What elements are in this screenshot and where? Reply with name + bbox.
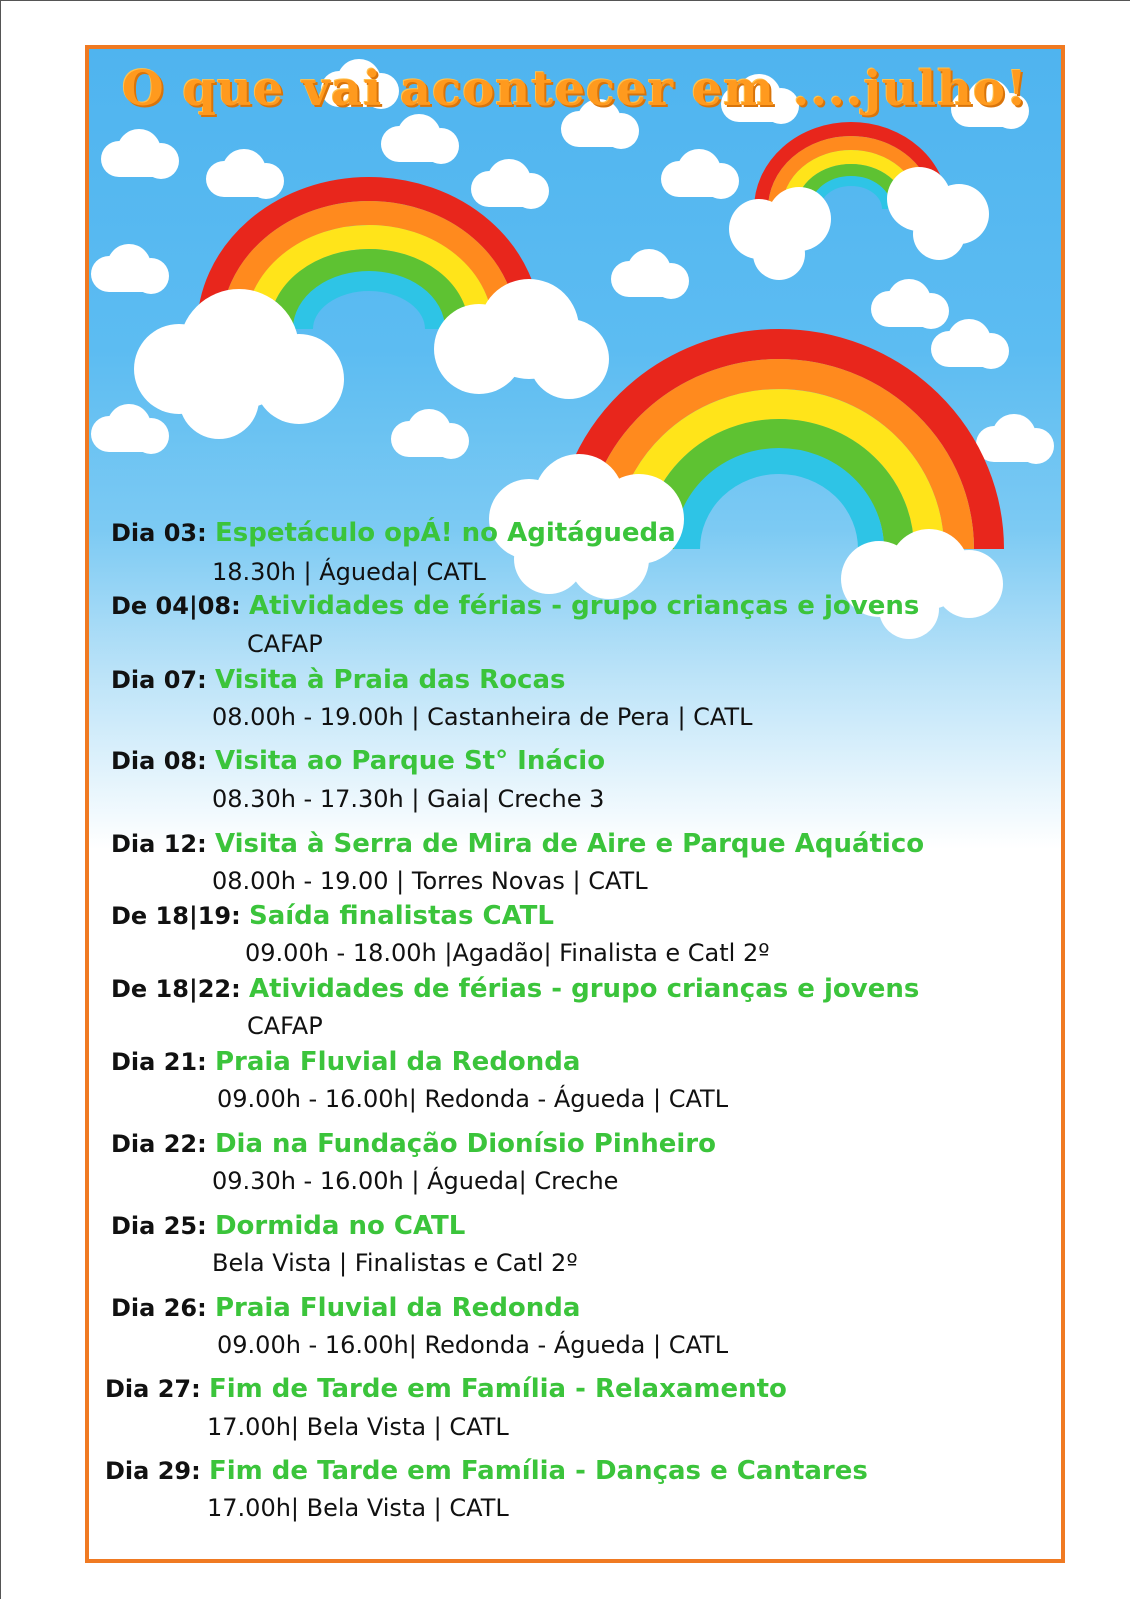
event-details: 08.00h - 19.00h | Castanheira de Pera | CATL [212,703,753,731]
event-date: Dia 21: [111,1048,207,1076]
event-details: 08.00h - 19.00 | Torres Novas | CATL [212,867,648,895]
event-title [111,664,566,696]
event-date: Dia 12: [111,830,207,858]
event-name: Praia Fluvial da Redonda [214,1047,581,1077]
event-name: Fim de Tarde em Família - Danças e Cantares [208,1456,868,1486]
event-name: Atividades de férias - grupo crianças e jovens [248,974,920,1004]
event-title [111,517,676,549]
event-title [111,1128,716,1160]
event-date: De 04|08: [111,592,241,620]
event-date: De 18|22: [111,975,241,1003]
event-details: CAFAP [247,1012,323,1040]
events-list [89,49,1061,1559]
event-date: Dia 07: [111,666,207,694]
event-title [105,1455,868,1487]
event-details: 17.00h| Bela Vista | CATL [207,1413,509,1441]
event-details: 08.30h - 17.30h | Gaia| Creche 3 [212,785,605,813]
event-title [111,1292,580,1324]
event-details: 09.00h - 16.00h| Redonda - Águeda | CATL [217,1331,729,1359]
event-name: Dia na Fundação Dionísio Pinheiro [214,1129,716,1159]
event-name: Visita à Serra de Mira de Aire e Parque Aquático [214,829,925,859]
event-details: Bela Vista | Finalistas e Catl 2º [212,1249,578,1277]
event-details: 09.00h - 18.00h |Agadão| Finalista e Catl 2º [245,939,770,967]
event-name: Visita ao Parque St° Inácio [214,746,606,776]
event-date: De 18|19: [111,902,241,930]
event-title [111,828,924,860]
event-details: 18.30h | Águeda| CATL [212,558,486,586]
event-name: Espetáculo opÁ! no Agitágueda [214,518,676,548]
event-date: Dia 29: [105,1457,201,1485]
event-name: Praia Fluvial da Redonda [214,1293,581,1323]
event-title [111,973,919,1005]
event-title [111,590,919,622]
event-date: Dia 27: [105,1375,201,1403]
event-details: 09.30h - 16.00h | Águeda| Creche [212,1167,619,1195]
event-details: 09.00h - 16.00h| Redonda - Águeda | CATL [217,1085,729,1113]
poster-title: O que vai acontecer em ....julho! [121,61,1029,117]
event-date: Dia 22: [111,1130,207,1158]
event-name: Dormida no CATL [214,1211,466,1241]
event-date: Dia 25: [111,1212,207,1240]
poster [85,45,1065,1563]
event-date: Dia 08: [111,747,207,775]
event-title [111,1046,580,1078]
event-date: Dia 26: [111,1294,207,1322]
event-name: Visita à Praia das Rocas [214,665,566,695]
event-details: 17.00h| Bela Vista | CATL [207,1494,509,1522]
event-title [111,745,605,777]
event-details: CAFAP [247,630,323,658]
event-name: Saída finalistas CATL [248,901,554,931]
event-name: Atividades de férias - grupo crianças e jovens [248,591,920,621]
event-title [111,900,554,932]
event-title [105,1373,787,1405]
event-date: Dia 03: [111,519,207,547]
event-title [111,1210,465,1242]
event-name: Fim de Tarde em Família - Relaxamento [208,1374,787,1404]
